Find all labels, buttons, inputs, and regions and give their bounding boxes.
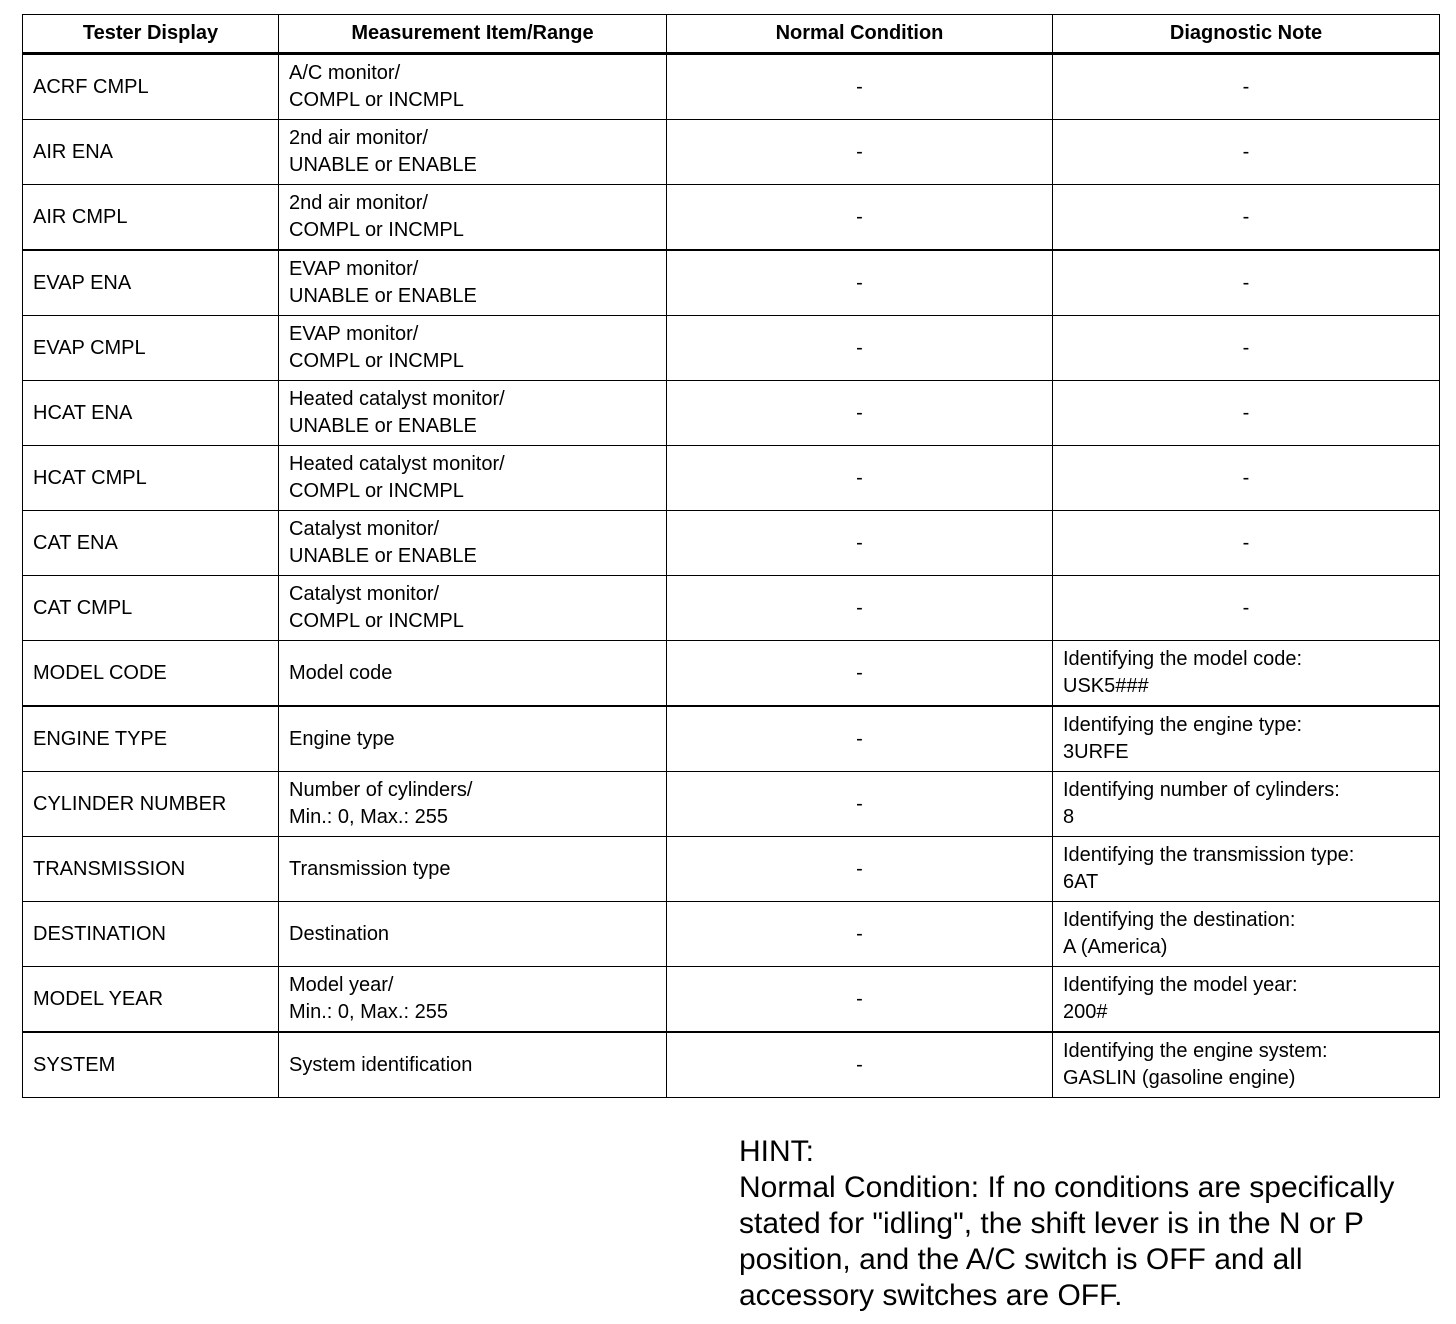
diagnostic-note-line: - xyxy=(1242,531,1250,554)
diagnostic-note-line: - xyxy=(1242,205,1250,228)
measurement-item-line: UNABLE or ENABLE xyxy=(289,415,477,437)
cell-tester-display: MODEL CODE xyxy=(23,641,279,707)
cell-measurement-item xyxy=(279,837,667,902)
cell-tester-display: CAT ENA xyxy=(23,511,279,576)
table-row xyxy=(23,902,1440,967)
measurement-item-line: UNABLE or ENABLE xyxy=(289,154,477,176)
cell-normal-condition: - xyxy=(667,641,1053,707)
diagnostic-note-line: 8 xyxy=(1063,806,1075,828)
cell-measurement-item xyxy=(279,641,667,707)
table-row xyxy=(23,576,1440,641)
measurement-item-line: 2nd air monitor/ xyxy=(289,192,428,214)
header-normal-condition: Normal Condition xyxy=(667,15,1053,54)
table-row xyxy=(23,316,1440,381)
header-measurement-item: Measurement Item/Range xyxy=(279,15,667,54)
cell-diagnostic-note xyxy=(1053,54,1440,120)
cell-tester-display: EVAP ENA xyxy=(23,250,279,316)
cell-diagnostic-note xyxy=(1053,250,1440,316)
cell-tester-display: AIR CMPL xyxy=(23,185,279,251)
cell-normal-condition: - xyxy=(667,185,1053,251)
diagnostic-note-line: - xyxy=(1242,140,1250,163)
cell-normal-condition: - xyxy=(667,446,1053,511)
diagnostic-note-line: - xyxy=(1242,401,1250,424)
cell-diagnostic-note xyxy=(1053,967,1440,1033)
diagnostic-note-line: Identifying the model year: xyxy=(1063,974,1298,996)
table-row xyxy=(23,54,1440,120)
measurement-item-line: Min.: 0, Max.: 255 xyxy=(289,1001,448,1023)
measurement-item-line: 2nd air monitor/ xyxy=(289,127,428,149)
measurement-item-line: COMPL or INCMPL xyxy=(289,219,464,241)
table-row xyxy=(23,511,1440,576)
table-header-row xyxy=(23,15,1440,54)
diagnostic-note-line: Identifying the transmission type: xyxy=(1063,844,1355,866)
header-tester-display: Tester Display xyxy=(23,15,279,54)
diagnostic-data-table xyxy=(22,14,1440,1098)
cell-normal-condition: - xyxy=(667,250,1053,316)
cell-diagnostic-note xyxy=(1053,381,1440,446)
cell-tester-display: DESTINATION xyxy=(23,902,279,967)
diagnostic-note-line: - xyxy=(1242,75,1250,98)
diagnostic-note-line: GASLIN (gasoline engine) xyxy=(1063,1067,1296,1089)
cell-tester-display: ACRF CMPL xyxy=(23,54,279,120)
table-row xyxy=(23,837,1440,902)
cell-measurement-item xyxy=(279,120,667,185)
cell-normal-condition: - xyxy=(667,837,1053,902)
cell-measurement-item xyxy=(279,1032,667,1098)
cell-tester-display: EVAP CMPL xyxy=(23,316,279,381)
table-row xyxy=(23,120,1440,185)
table-row xyxy=(23,250,1440,316)
cell-measurement-item xyxy=(279,446,667,511)
cell-measurement-item xyxy=(279,706,667,772)
cell-measurement-item xyxy=(279,381,667,446)
diagnostic-note-line: Identifying the engine system: xyxy=(1063,1040,1328,1062)
cell-tester-display: HCAT ENA xyxy=(23,381,279,446)
cell-normal-condition: - xyxy=(667,706,1053,772)
measurement-item-line: COMPL or INCMPL xyxy=(289,610,464,632)
measurement-item-line: System identification xyxy=(289,1053,473,1076)
measurement-item-line: Catalyst monitor/ xyxy=(289,583,440,605)
table-row xyxy=(23,185,1440,251)
cell-measurement-item xyxy=(279,316,667,381)
cell-measurement-item xyxy=(279,511,667,576)
table-row xyxy=(23,381,1440,446)
cell-normal-condition: - xyxy=(667,316,1053,381)
hint-note xyxy=(739,1134,1429,1314)
diagnostic-note-line: - xyxy=(1242,336,1250,359)
diagnostic-note-line: 6AT xyxy=(1063,871,1099,893)
cell-tester-display: MODEL YEAR xyxy=(23,967,279,1033)
cell-measurement-item xyxy=(279,54,667,120)
diagnostic-note-line: - xyxy=(1242,271,1250,294)
cell-measurement-item xyxy=(279,967,667,1033)
table-row xyxy=(23,641,1440,707)
measurement-item-line: UNABLE or ENABLE xyxy=(289,285,477,307)
cell-normal-condition: - xyxy=(667,967,1053,1033)
measurement-item-line: Min.: 0, Max.: 255 xyxy=(289,806,448,828)
diagnostic-note-line: A (America) xyxy=(1063,936,1168,958)
measurement-item-line: Heated catalyst monitor/ xyxy=(289,388,505,410)
diagnostic-note-line: 3URFE xyxy=(1063,741,1129,763)
table-row xyxy=(23,446,1440,511)
measurement-item-line: EVAP monitor/ xyxy=(289,258,419,280)
diagnostic-note-line: Identifying the engine type: xyxy=(1063,714,1303,736)
cell-diagnostic-note xyxy=(1053,446,1440,511)
cell-tester-display: AIR ENA xyxy=(23,120,279,185)
hint-title: HINT: xyxy=(739,1135,814,1168)
cell-diagnostic-note xyxy=(1053,511,1440,576)
cell-measurement-item xyxy=(279,250,667,316)
cell-diagnostic-note xyxy=(1053,706,1440,772)
cell-tester-display: SYSTEM xyxy=(23,1032,279,1098)
cell-tester-display: ENGINE TYPE xyxy=(23,706,279,772)
cell-diagnostic-note xyxy=(1053,902,1440,967)
diagnostic-note-line: USK5### xyxy=(1063,675,1149,697)
cell-diagnostic-note xyxy=(1053,120,1440,185)
cell-measurement-item xyxy=(279,772,667,837)
measurement-item-line: UNABLE or ENABLE xyxy=(289,545,477,567)
diagnostic-note-line: Identifying the model code: xyxy=(1063,648,1303,670)
cell-tester-display: HCAT CMPL xyxy=(23,446,279,511)
cell-measurement-item xyxy=(279,902,667,967)
cell-diagnostic-note xyxy=(1053,641,1440,707)
table-row xyxy=(23,967,1440,1033)
measurement-item-line: Heated catalyst monitor/ xyxy=(289,453,505,475)
cell-diagnostic-note xyxy=(1053,772,1440,837)
cell-tester-display: CYLINDER NUMBER xyxy=(23,772,279,837)
header-diagnostic-note: Diagnostic Note xyxy=(1053,15,1440,54)
cell-tester-display: TRANSMISSION xyxy=(23,837,279,902)
cell-normal-condition: - xyxy=(667,902,1053,967)
cell-diagnostic-note xyxy=(1053,1032,1440,1098)
cell-measurement-item xyxy=(279,576,667,641)
measurement-item-line: Transmission type xyxy=(289,857,451,880)
cell-normal-condition: - xyxy=(667,381,1053,446)
cell-normal-condition: - xyxy=(667,54,1053,120)
table-body xyxy=(23,54,1440,1098)
diagnostic-note-line: - xyxy=(1242,596,1250,619)
cell-tester-display: CAT CMPL xyxy=(23,576,279,641)
measurement-item-line: COMPL or INCMPL xyxy=(289,89,464,111)
table-row xyxy=(23,1032,1440,1098)
diagnostic-note-line: Identifying number of cylinders: xyxy=(1063,779,1340,801)
measurement-item-line: Catalyst monitor/ xyxy=(289,518,440,540)
cell-measurement-item xyxy=(279,185,667,251)
measurement-item-line: COMPL or INCMPL xyxy=(289,350,464,372)
measurement-item-line: Destination xyxy=(289,922,390,945)
cell-normal-condition: - xyxy=(667,772,1053,837)
cell-diagnostic-note xyxy=(1053,837,1440,902)
hint-text: Normal Condition: If no conditions are specifically stated for "idling", the shift lever is in the N or P position, and the A/C switch is OFF and all accessory switches are OFF. xyxy=(739,1171,1395,1312)
cell-diagnostic-note xyxy=(1053,576,1440,641)
measurement-item-line: Model year/ xyxy=(289,974,394,996)
measurement-item-line: A/C monitor/ xyxy=(289,62,401,84)
measurement-item-line: Model code xyxy=(289,661,393,684)
diagnostic-note-line: - xyxy=(1242,466,1250,489)
table-row xyxy=(23,706,1440,772)
cell-normal-condition: - xyxy=(667,120,1053,185)
cell-normal-condition: - xyxy=(667,1032,1053,1098)
cell-diagnostic-note xyxy=(1053,316,1440,381)
table-row xyxy=(23,772,1440,837)
cell-normal-condition: - xyxy=(667,511,1053,576)
cell-diagnostic-note xyxy=(1053,185,1440,251)
measurement-item-line: EVAP monitor/ xyxy=(289,323,419,345)
cell-normal-condition: - xyxy=(667,576,1053,641)
measurement-item-line: Number of cylinders/ xyxy=(289,779,473,801)
measurement-item-line: COMPL or INCMPL xyxy=(289,480,464,502)
measurement-item-line: Engine type xyxy=(289,727,395,750)
diagnostic-note-line: 200# xyxy=(1063,1001,1108,1023)
diagnostic-note-line: Identifying the destination: xyxy=(1063,909,1296,931)
